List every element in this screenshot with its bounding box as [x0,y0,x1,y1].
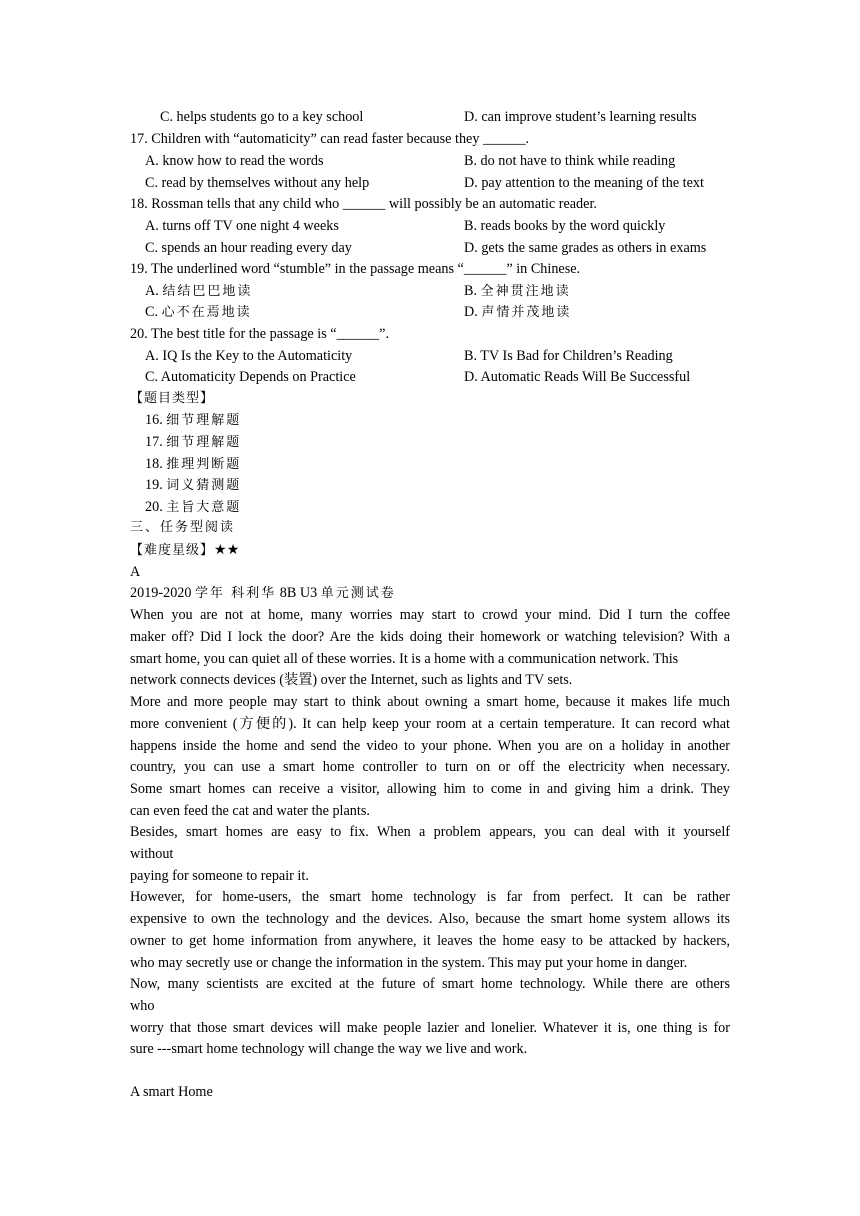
passage-line: smart home, you can quiet all of these worries. It is a home with a communication network. This [130,651,679,667]
q20-option-a: A. IQ Is the Key to the Automaticity [145,348,353,364]
passage-line: More and more people may start to think about owning a smart home, because it makes life much [130,694,730,710]
source-tail: 单元测试卷 [320,586,396,601]
passage-line: network connects devices (装置) over the Internet, such as lights and TV sets. [130,672,573,688]
passage-line: When you are not at home, many worries may start to crowd your mind. Did I turn the coffee [130,607,730,623]
passage-line: more convenient (方便的). It can help keep your room at a certain temperature. It can record what [130,716,730,732]
q17-stem: 17. Children with “automaticity” can read faster because they ______. [130,131,530,147]
difficulty-stars: ★★ [214,542,240,558]
question-type-num: 19. [145,477,163,493]
source-school: 学年 科利华 [195,586,277,601]
q19-option-d-text: 声情并茂地读 [481,305,572,320]
table-title: A smart Home [130,1084,213,1100]
question-type-label: 推理判断题 [166,457,242,472]
passage-line: sure ---smart home technology will change the way we live and work. [130,1041,528,1057]
section-title: 三、任务型阅读 [130,520,236,535]
question-type-label: 细节理解题 [166,435,242,450]
passage-line: can even feed the cat and water the plants. [130,803,370,819]
q18-option-a: A. turns off TV one night 4 weeks [145,218,339,234]
question-type-num: 20. [145,499,163,515]
passage-line: without [130,846,174,862]
q19-option-d [464,303,571,322]
passage-line: worry that those smart devices will make people lazier and lonelier. Whatever it is, one thing is for [130,1020,730,1036]
q19-option-b-text: 全神贯注地读 [480,284,571,299]
question-types-heading: 【题目类型】 [130,391,215,406]
q19-option-d-letter: D. [464,304,478,320]
passage-line: Besides, smart homes are easy to fix. When a problem appears, you can deal with it yourself [130,824,730,840]
question-type-label: 主旨大意题 [166,500,242,515]
q19-option-b [464,282,571,301]
part-label: A [130,564,141,580]
q20-option-b: B. TV Is Bad for Children’s Reading [464,348,673,364]
q20-option-d: D. Automatic Reads Will Be Successful [464,369,691,385]
q19-option-c-text: 心不在焉地读 [161,305,252,320]
source-year: 2019-2020 [130,585,192,601]
passage-line: paying for someone to repair it. [130,868,309,884]
question-type-item [145,498,241,517]
passage-line: owner to get home information from anywhere, it leaves the home easy to be attacked by hackers, [130,933,730,949]
q19-option-a [145,282,252,301]
q19-option-c [145,303,252,322]
passage-line: Now, many scientists are excited at the future of smart home technology. While there are others [130,976,730,992]
q20-stem: 20. The best title for the passage is “______”. [130,326,389,342]
question-type-item [145,433,241,452]
passage-line: However, for home-users, the smart home technology is far from perfect. It can be rather [130,889,730,905]
passage-line: country, you can use a smart home controller to turn on or off the electricity when necessary. [130,759,730,775]
q17-option-d: D. pay attention to the meaning of the text [464,175,704,191]
q18-option-d: D. gets the same grades as others in exams [464,240,707,256]
difficulty-line [130,541,730,560]
difficulty-label: 【难度星级】 [130,543,215,558]
q17-option-c: C. read by themselves without any help [145,175,370,191]
question-type-label: 词义猜测题 [166,478,242,493]
question-type-label: 细节理解题 [166,413,242,428]
question-type-item [145,455,241,474]
q19-stem: 19. The underlined word “stumble” in the passage means “______” in Chinese. [130,261,581,277]
q18-stem: 18. Rossman tells that any child who ______ will possibly be an automatic reader. [130,196,597,212]
q17-option-b: B. do not have to think while reading [464,153,676,169]
passage-line: Some smart homes can receive a visitor, allowing him to come in and giving him a drink. They [130,781,730,797]
question-type-num: 18. [145,456,163,472]
q19-option-a-letter: A. [145,283,159,299]
q19-option-b-letter: B. [464,283,478,299]
passage-line: who [130,998,155,1014]
question-type-num: 16. [145,412,163,428]
passage-line: expensive to own the technology and the devices. Also, because the smart home system allows its [130,911,730,927]
source-unit: 8B U3 [279,585,318,601]
q18-option-c: C. spends an hour reading every day [145,240,352,256]
q19-option-c-letter: C. [145,304,159,320]
passage-line: who may secretly use or change the information in the system. This may put your home in danger. [130,955,688,971]
passage-line: maker off? Did I lock the door? Are the kids doing their homework or watching television? With a [130,629,730,645]
q19-option-a-text: 结结巴巴地读 [162,284,253,299]
question-type-item [145,411,241,430]
q17-option-a: A. know how to read the words [145,153,324,169]
q20-option-c: C. Automaticity Depends on Practice [145,369,356,385]
question-type-item [145,476,241,495]
q16-option-c: C. helps students go to a key school [160,109,364,125]
q16-option-d: D. can improve student’s learning results [464,109,697,125]
q18-option-b: B. reads books by the word quickly [464,218,666,234]
question-type-num: 17. [145,434,163,450]
passage-line: happens inside the home and send the video to your phone. When you are on a holiday in another [130,738,730,754]
source-line [130,584,730,603]
